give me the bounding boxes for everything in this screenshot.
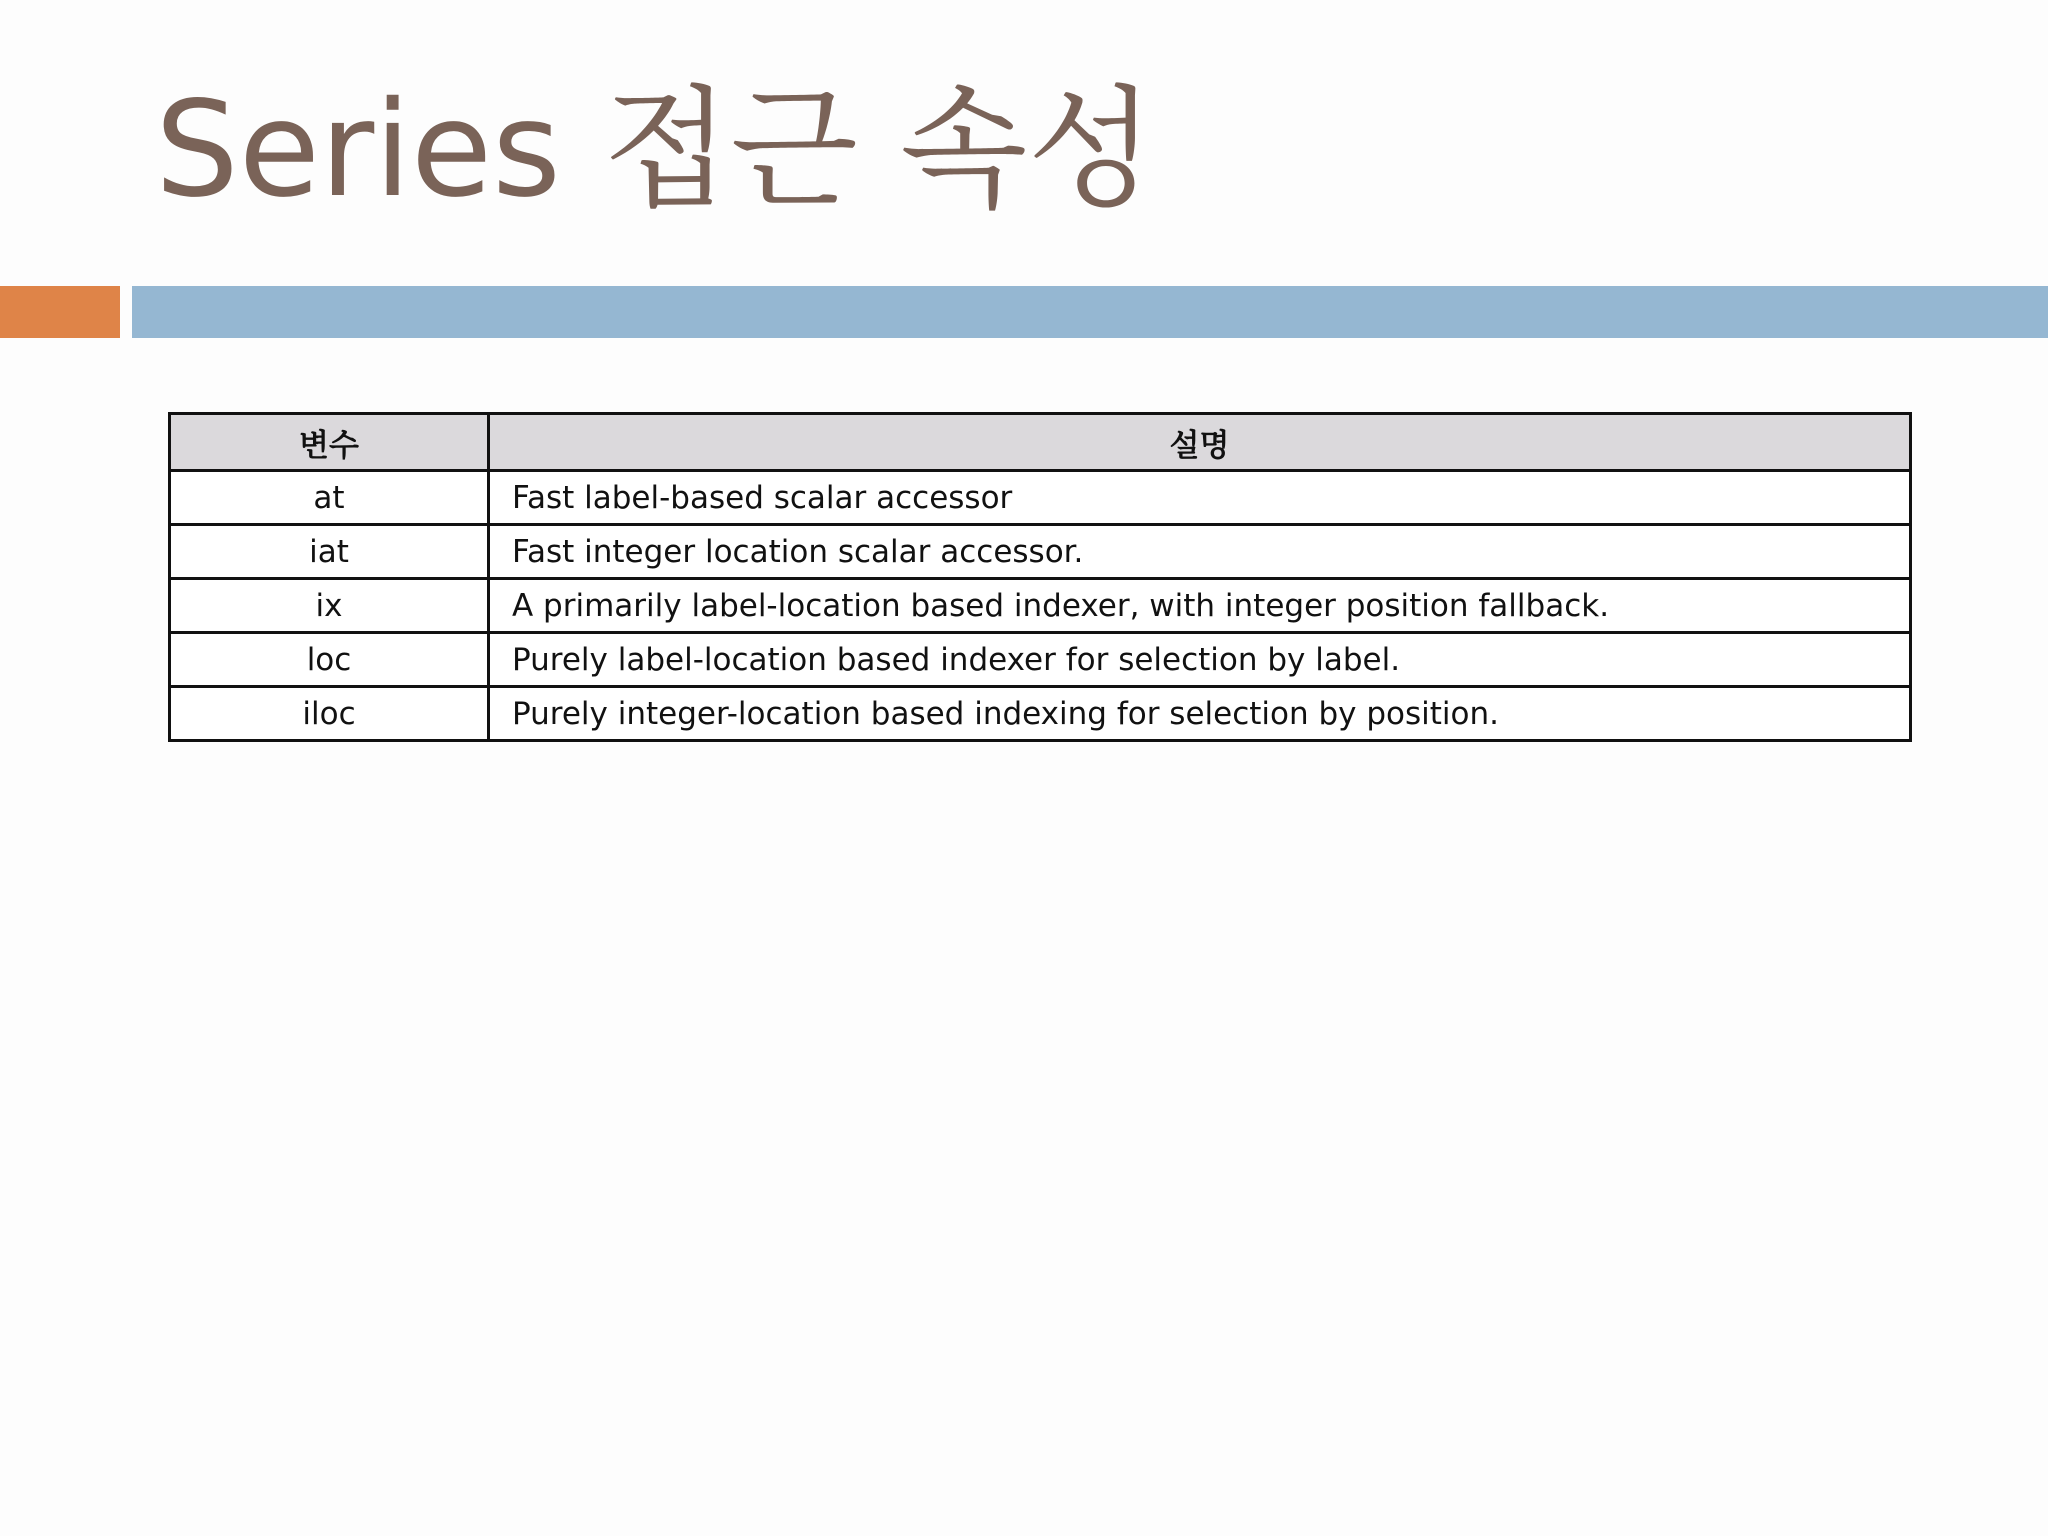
cell-variable: loc (170, 633, 489, 687)
attributes-table (168, 412, 1912, 742)
cell-description: Purely integer-location based indexing for selection by position. (489, 687, 1911, 741)
table-row (170, 471, 1911, 525)
cell-description: A primarily label-location based indexer, with integer position fallback. (489, 579, 1911, 633)
cell-description: Purely label-location based indexer for selection by label. (489, 633, 1911, 687)
cell-variable: at (170, 471, 489, 525)
cell-description: Fast label-based scalar accessor (489, 471, 1911, 525)
table-header-row (170, 414, 1911, 471)
header-description: 설명 (489, 414, 1911, 471)
cell-variable: ix (170, 579, 489, 633)
accent-bar-blue (132, 286, 2048, 338)
accent-bar-orange (0, 286, 120, 338)
slide-title: Series 접근 속성 (155, 73, 1155, 227)
table-row (170, 525, 1911, 579)
header-variable: 변수 (170, 414, 489, 471)
cell-variable: iat (170, 525, 489, 579)
cell-description: Fast integer location scalar accessor. (489, 525, 1911, 579)
table-row (170, 579, 1911, 633)
cell-variable: iloc (170, 687, 489, 741)
table-row (170, 687, 1911, 741)
table-row (170, 633, 1911, 687)
